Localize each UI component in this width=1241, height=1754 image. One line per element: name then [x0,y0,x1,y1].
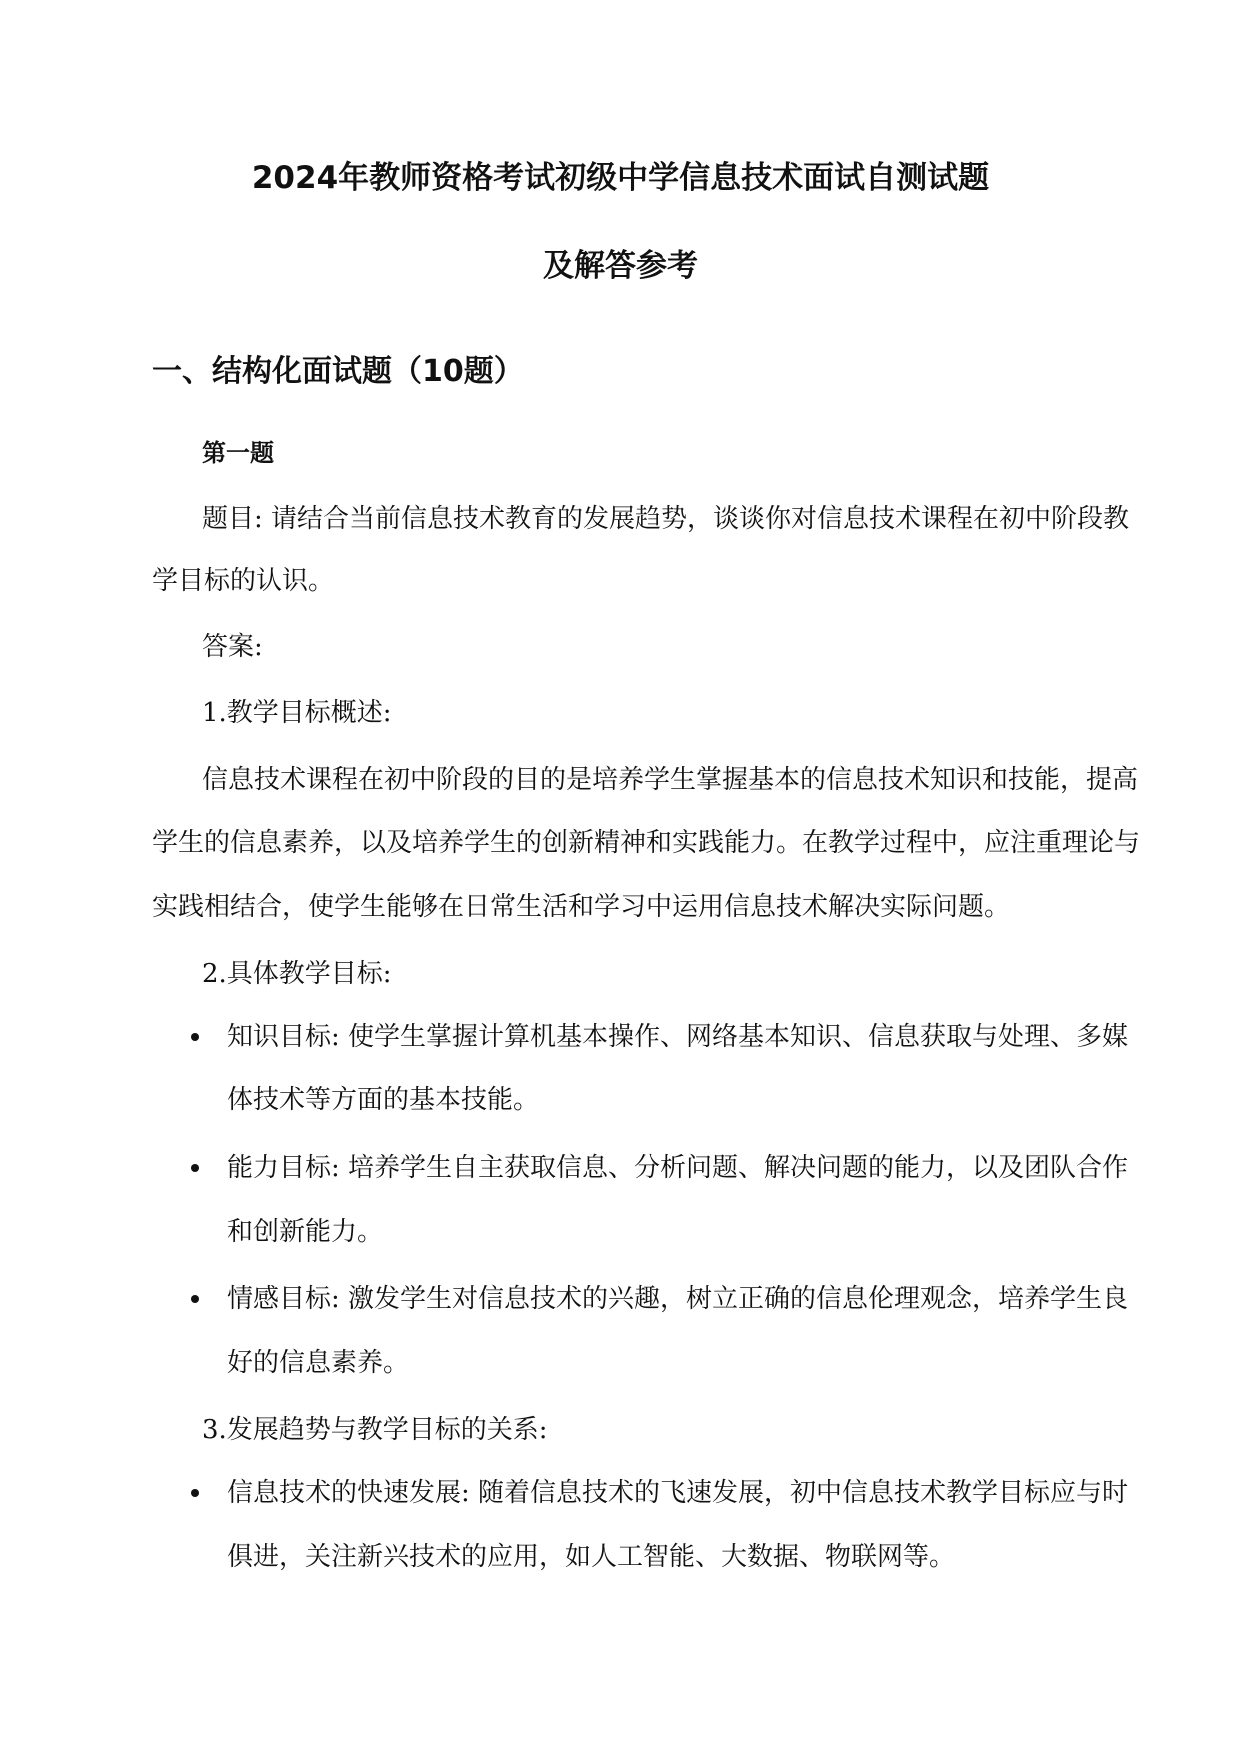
question-text-line-1: 题目: 请结合当前信息技术教育的发展趋势，谈谈你对信息技术课程在初中阶段教 [202,504,1130,534]
bullet-2-line-2: 和创新能力。 [227,1217,384,1247]
point-3-bullet-1-line-1: 信息技术的快速发展: 随着信息技术的飞速发展，初中信息技术教学目标应与时 [227,1478,1129,1508]
bullet-2-line-1: 能力目标: 培养学生自主获取信息、分析问题、解决问题的能力，以及团队合作 [227,1153,1129,1183]
question-text-line-2: 学目标的认识。 [152,566,335,596]
question-label: 第一题 [202,439,274,467]
bullet-1-line-1: 知识目标: 使学生掌握计算机基本操作、网络基本知识、信息获取与处理、多媒 [227,1022,1129,1052]
bullet-dot [191,1033,199,1041]
document-title-line-2: 及解答参考 [543,248,698,284]
bullet-1-line-2: 体技术等方面的基本技能。 [227,1085,540,1115]
paragraph-line-3: 实践相结合，使学生能够在日常生活和学习中运用信息技术解决实际问题。 [152,892,1011,922]
bullet-dot [191,1295,199,1303]
section-heading: 一、结构化面试题（10题） [152,354,524,389]
document-title-line-1: 2024年教师资格考试初级中学信息技术面试自测试题 [251,160,990,196]
answer-label: 答案: [202,632,263,662]
point-1-heading: 1.教学目标概述: [202,698,392,728]
bullet-dot [191,1164,199,1172]
bullet-3-line-2: 好的信息素养。 [227,1348,410,1378]
point-2-heading: 2.具体教学目标: [202,959,392,989]
bullet-dot [191,1489,199,1497]
bullet-3-line-1: 情感目标: 激发学生对信息技术的兴趣，树立正确的信息伦理观念，培养学生良 [227,1284,1129,1314]
paragraph-line-2: 学生的信息素养，以及培养学生的创新精神和实践能力。在教学过程中，应注重理论与 [152,828,1141,858]
paragraph-line-1: 信息技术课程在初中阶段的目的是培养学生掌握基本的信息技术知识和技能，提高 [202,765,1139,795]
point-3-bullet-1-line-2: 俱进，关注新兴技术的应用，如人工智能、大数据、物联网等。 [227,1542,956,1572]
point-3-heading: 3.发展趋势与教学目标的关系: [202,1415,548,1445]
